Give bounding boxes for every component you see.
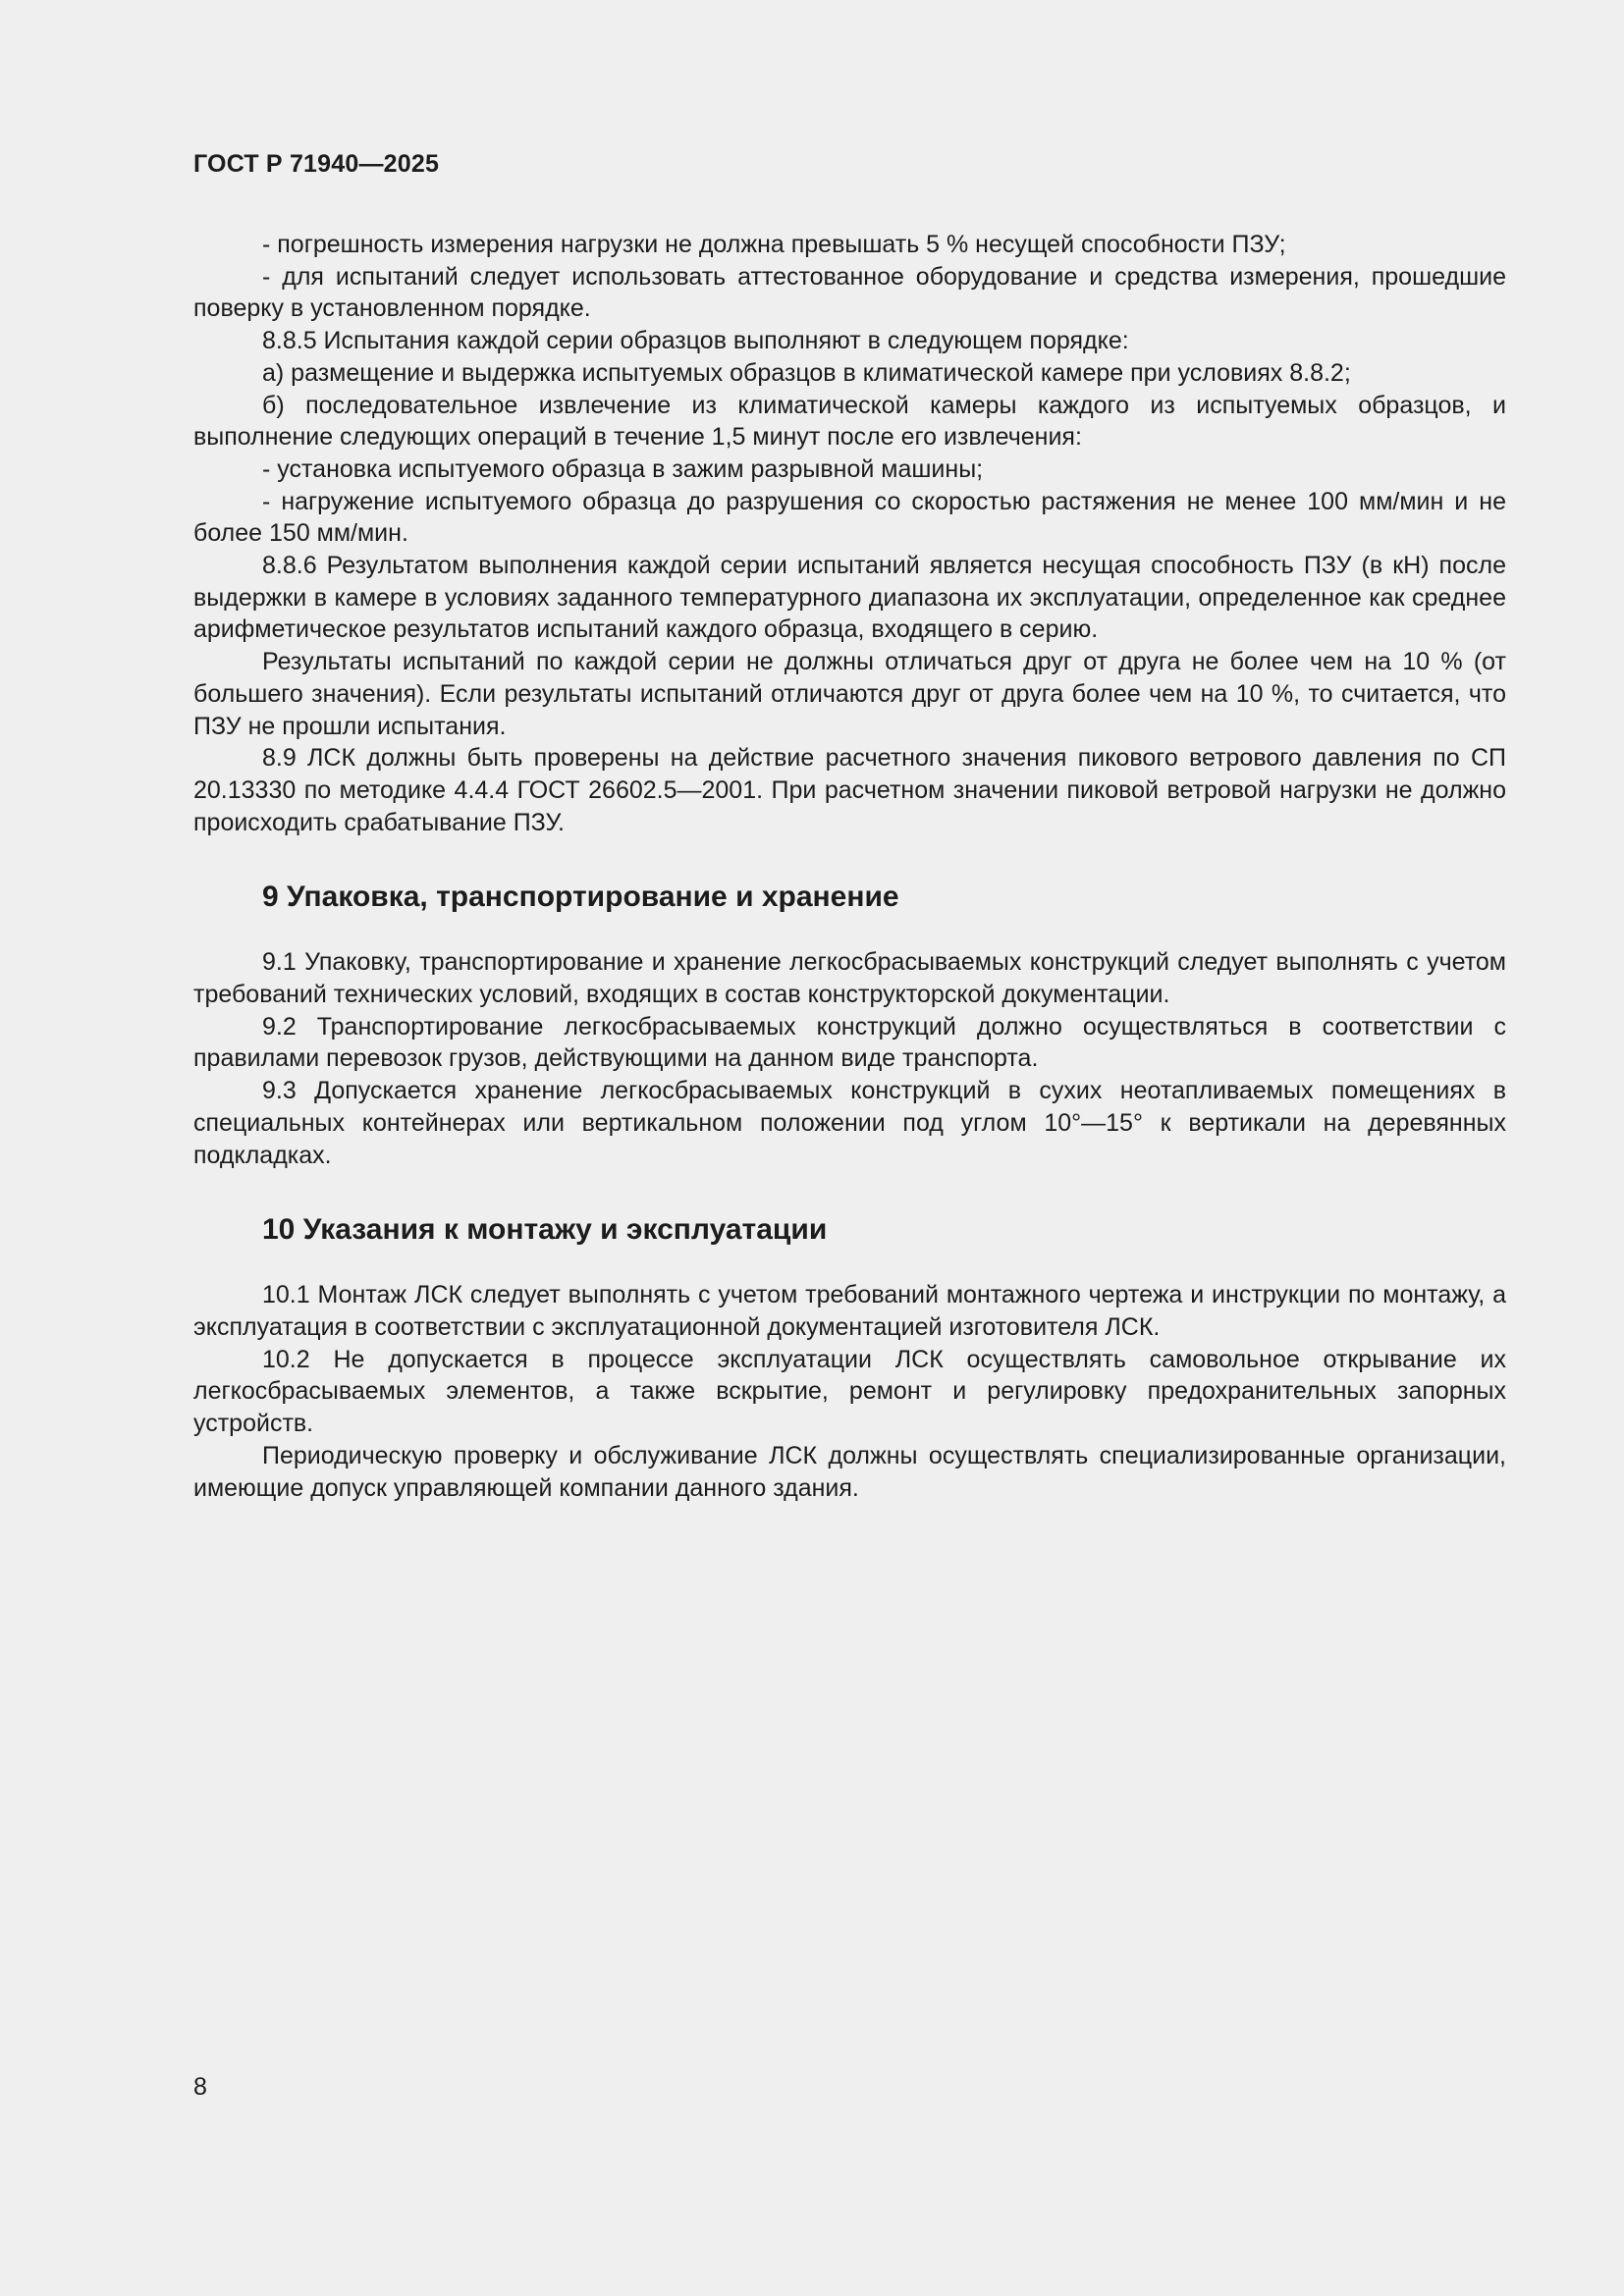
paragraph-8-8-6: 8.8.6 Результатом выполнения каждой серии испытаний является несущая способность ПЗУ (в кН) после выдержки в камере в условиях заданного температурного диапазона их эксплуатации, определенное как среднее арифметическое результатов испытаний каждого образца, входящего в серию. bbox=[193, 552, 1506, 644]
paragraph-9-3: 9.3 Допускается хранение легкосбрасываемых конструкций в сухих неотапливаемых помещениях в специальных контейнерах или вертикальном положении под углом 10°—15° к вертикали на деревянных подкладках. bbox=[193, 1077, 1506, 1169]
section-9-title: 9 Упаковка, транспортирование и хранение bbox=[262, 881, 899, 914]
paragraph-8-8-5-a: а) размещение и выдержка испытуемых образцов в климатической камере при условиях 8.8.2; bbox=[262, 358, 1351, 387]
paragraph-load-error: - погрешность измерения нагрузки не должна превышать 5 % несущей способности ПЗУ; bbox=[262, 231, 1286, 258]
section-10-title: 10 Указания к монтажу и эксплуатации bbox=[262, 1213, 828, 1247]
paragraph-8-8-5: 8.8.5 Испытания каждой серии образцов выполняют в следующем порядке: bbox=[262, 327, 1129, 355]
paragraph-8-8-5-b: б) последовательное извлечение из климатической камеры каждого из испытуемых образцов, и выполнение следующих операций в течение 1,5 минут после его извлечения: bbox=[193, 391, 1506, 452]
paragraph-certified-equipment: - для испытаний следует использовать аттестованное оборудование и средства измерения, прошедшие поверку в установленном порядке. bbox=[193, 262, 1506, 323]
paragraph-periodic-check: Периодическую проверку и обслуживание ЛСК должны осуществлять специализированные организации, имеющие допуск управляющей компании данного здания. bbox=[193, 1441, 1506, 1502]
document-code-header: ГОСТ Р 71940—2025 bbox=[193, 150, 440, 178]
paragraph-results-deviation: Результаты испытаний по каждой серии не должны отличаться друг от друга не более чем на 10 % (от большего значения). Если результаты испытаний отличаются друг от друга более чем на 10 %, то считается, что ПЗУ не прошли испытания. bbox=[193, 648, 1506, 740]
paragraph-10-2: 10.2 Не допускается в процессе эксплуатации ЛСК осуществлять самовольное открывание их легкосбрасываемых элементов, а также вскрытие, ремонт и регулировку предохранительных запорных устройств. bbox=[193, 1345, 1506, 1438]
paragraph-9-2: 9.2 Транспортирование легкосбрасываемых конструкций должно осуществляться в соответствии с правилами перевозок грузов, действующими на данном виде транспорта. bbox=[193, 1012, 1506, 1073]
paragraph-8-9: 8.9 ЛСК должны быть проверены на действие расчетного значения пикового ветрового давления по СП 20.13330 по методике 4.4.4 ГОСТ 26602.5—2001. При расчетном значении пиковой ветровой нагрузки не должно происходить срабатывание ПЗУ. bbox=[193, 744, 1506, 836]
paragraph-clamp-install: - установка испытуемого образца в зажим разрывной машины; bbox=[262, 454, 984, 483]
paragraph-10-1: 10.1 Монтаж ЛСК следует выполнять с учетом требований монтажного чертежа и инструкции по монтажу, а эксплуатация в соответствии с эксплуатационной документацией изготовителя ЛСК. bbox=[193, 1281, 1506, 1341]
paragraph-9-1: 9.1 Упаковку, транспортирование и хранение легкосбрасываемых конструкций следует выполнять с учетом требований технических условий, входящих в состав конструкторской документации. bbox=[193, 948, 1506, 1009]
page-body bbox=[193, 229, 1506, 1504]
page-number: 8 bbox=[193, 2073, 207, 2101]
paragraph-loading-speed: - нагружение испытуемого образца до разрушения со скоростью растяжения не менее 100 мм/мин и не более 150 мм/мин. bbox=[193, 487, 1506, 548]
